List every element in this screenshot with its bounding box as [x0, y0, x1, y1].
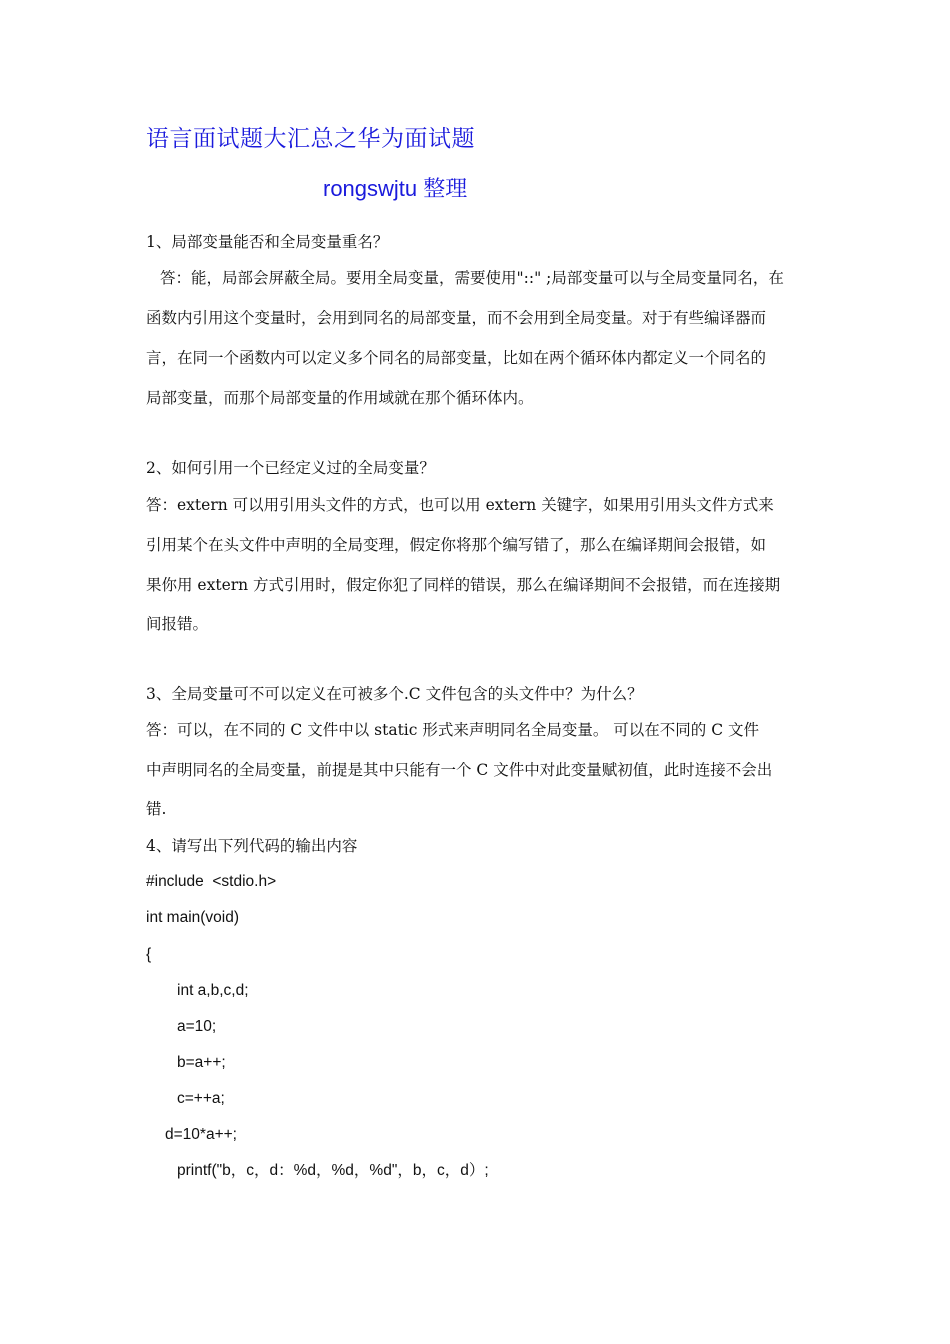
code-line-7: c=++a;	[177, 1090, 225, 1107]
question-4: 4、请写出下列代码的输出内容	[146, 837, 358, 855]
answer-2-line-3: 果你用 extern 方式引用时，假定你犯了同样的错误，那么在编译期间不会报错，而在连接期	[146, 576, 781, 594]
code-line-2: int main(void)	[146, 909, 240, 926]
code-line-8: d=10*a++;	[165, 1126, 237, 1143]
document-title: 语言面试题大汇总之华为面试题	[146, 126, 475, 152]
answer-1-line-2: 函数内引用这个变量时，会用到同名的局部变量，而不会用到全局变量。对于有些编译器而	[146, 309, 767, 327]
question-2: 2、如何引用一个已经定义过的全局变量？	[146, 459, 435, 477]
code-line-6: b=a++;	[177, 1054, 226, 1071]
document-subtitle: rongswjtu 整理	[323, 176, 468, 201]
answer-1-line-3: 言，在同一个函数内可以定义多个同名的局部变量，比如在两个循环体内都定义一个同名的	[146, 349, 767, 367]
answer-3-line-1: 答：可以，在不同的 C 文件中以 static 形式来声明同名全局变量。 可以在不同的 C 文件	[146, 721, 760, 739]
answer-2-line-2: 引用某个在头文件中声明的全局变理，假定你将那个编写错了，那么在编译期间会报错，如	[146, 536, 767, 554]
question-1: 1、局部变量能否和全局变量重名？	[146, 233, 389, 251]
code-line-3: {	[146, 946, 152, 963]
answer-3-line-3: 错.	[146, 800, 167, 818]
code-line-9: printf("b，c，d：%d，%d，%d"，b，c，d）;	[177, 1162, 489, 1179]
code-line-5: a=10;	[177, 1018, 217, 1035]
answer-1-line-4: 局部变量，而那个局部变量的作用域就在那个循环体内。	[146, 389, 534, 407]
answer-2-line-1: 答：extern 可以用引用头文件的方式，也可以用 extern 关键字，如果用引用头文件方式来	[146, 496, 774, 514]
code-line-1: #include <stdio.h>	[146, 873, 277, 890]
code-line-4: int a,b,c,d;	[177, 982, 249, 999]
answer-3-line-2: 中声明同名的全局变量，前提是其中只能有一个 C 文件中对此变量赋初值，此时连接不会出	[146, 761, 773, 779]
question-3: 3、全局变量可不可以定义在可被多个.C 文件包含的头文件中？为什么？	[146, 685, 643, 703]
answer-1-line-1: 答：能，局部会屏蔽全局。要用全局变量，需要使用"::" ;局部变量可以与全局变量同名，在	[160, 269, 784, 287]
answer-2-line-4: 间报错。	[146, 615, 209, 633]
